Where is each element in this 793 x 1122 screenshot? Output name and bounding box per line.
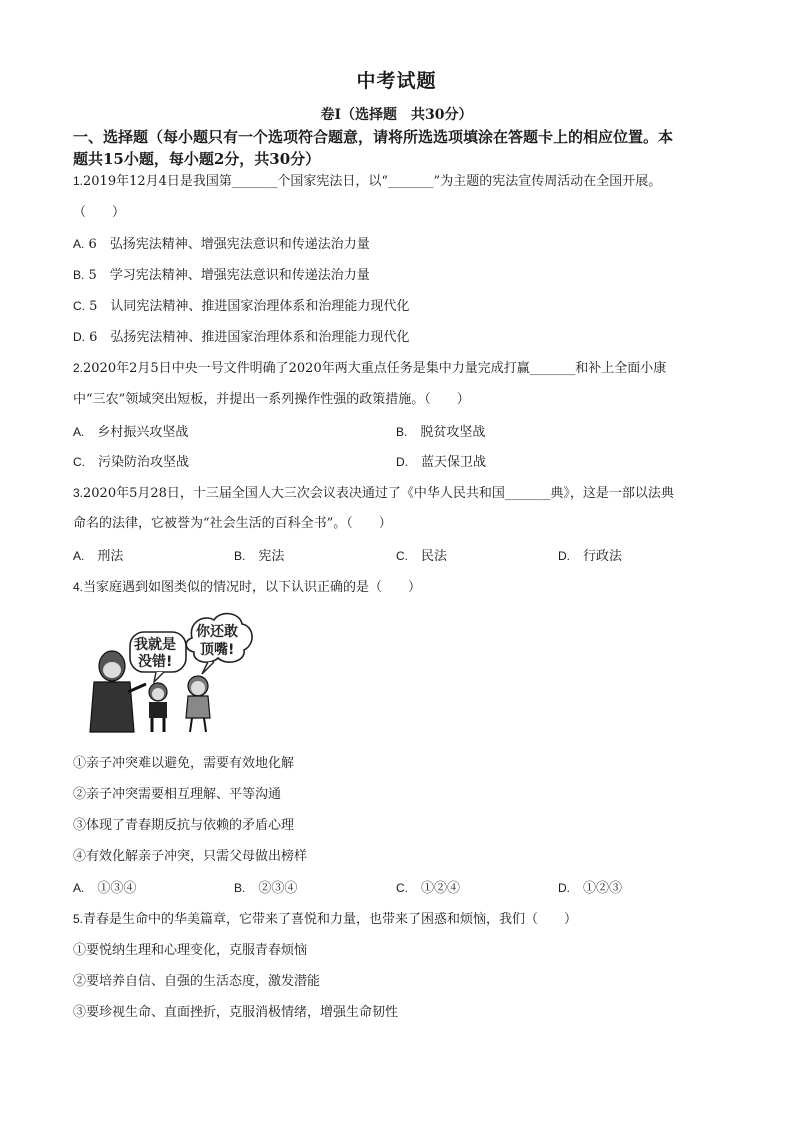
q3-option-d[interactable] <box>558 547 622 566</box>
option-letter: A. <box>73 549 85 563</box>
option-text: 6 弘扬宪法精神、增强宪法意识和传递法治力量 <box>88 237 370 252</box>
question-text: 2019年12月4日是我国第_______个国家宪法日，以“_______”为主题的宪法宣传周活动在全国开展。 <box>83 174 662 189</box>
option-letter: C. <box>396 881 408 895</box>
question-5-stem-line1 <box>73 910 577 929</box>
question-text: 当家庭遇到如图类似的情况时，以下认识正确的是（ ） <box>83 580 422 595</box>
q2-option-d[interactable] <box>396 453 486 472</box>
question-number: 4. <box>73 580 84 594</box>
section-subtitle: 卷Ⅰ（选择题 共30分） <box>320 107 473 123</box>
q4-option-d[interactable] <box>558 879 622 898</box>
question-number: 3. <box>73 486 84 500</box>
option-letter: D. <box>396 455 408 469</box>
question-text: 2020年2月5日中央一号文件明确了2020年两大重点任务是集中力量完成打赢_______和补上全面小康 <box>83 361 667 376</box>
option-text: 脱贫攻坚战 <box>420 425 486 440</box>
question-number: 2. <box>73 361 84 375</box>
option-text: 5 学习宪法精神、增强宪法意识和传递法治力量 <box>88 268 370 283</box>
option-text: 刑法 <box>97 549 124 564</box>
option-letter: C. <box>396 549 408 563</box>
option-text: ②③④ <box>258 881 298 896</box>
option-letter: D. <box>558 881 570 895</box>
page-title: 中考试题 <box>356 70 437 92</box>
option-text: ①②③ <box>583 881 623 896</box>
option-letter: D. <box>73 330 85 344</box>
section-heading-line2: 题共15小题，每小题2分，共30分） <box>73 150 321 168</box>
question-1-stem-line2: （ ） <box>73 205 126 220</box>
option-letter: B. <box>234 549 246 563</box>
question-3-stem-line2: 命名的法律，它被誉为“社会生活的百科全书”。（ ） <box>73 516 392 531</box>
question-2-stem-line1 <box>73 359 666 378</box>
option-text: 宪法 <box>258 549 285 564</box>
q5-statement-1: ①要悦纳生理和心理变化，克服青春烦恼 <box>73 943 308 958</box>
q1-option-b[interactable] <box>73 266 370 285</box>
q1-option-d[interactable] <box>73 328 409 347</box>
q4-statement-3: ③体现了青春期反抗与依赖的矛盾心理 <box>73 818 295 833</box>
question-2-stem-line2: 中“三农”领域突出短板，并提出一系列操作性强的政策措施。（ ） <box>73 392 470 407</box>
question-text: 2020年5月28日，十三届全国人大三次会议表决通过了《中华人民共和国_______典》，这是一部以法典 <box>83 486 674 501</box>
option-text: ①③④ <box>97 881 137 896</box>
q2-option-b[interactable] <box>396 423 485 442</box>
bubble-right-line2: 顶嘴! <box>200 642 235 658</box>
q2-option-a[interactable] <box>73 423 188 442</box>
q4-option-b[interactable] <box>234 879 297 898</box>
q4-statement-1: ①亲子冲突难以避免，需要有效地化解 <box>73 756 295 771</box>
section-heading <box>73 126 723 170</box>
q4-option-a[interactable] <box>73 879 136 898</box>
option-letter: A. <box>73 881 85 895</box>
option-text: 民法 <box>421 549 448 564</box>
q4-statement-2: ②亲子冲突需要相互理解、平等沟通 <box>73 787 282 802</box>
option-letter: B. <box>396 425 408 439</box>
question-text: 青春是生命中的华美篇章，它带来了喜悦和力量，也带来了困惑和烦恼，我们（ ） <box>83 912 578 927</box>
q3-option-a[interactable] <box>73 547 123 566</box>
bubble-left-line2: 没错! <box>138 654 173 670</box>
option-text: 5 认同宪法精神、推进国家治理体系和治理能力现代化 <box>89 299 410 314</box>
section-heading-line1: 一、选择题（每小题只有一个选项符合题意，请将所选选项填涂在答题卡上的相应位置。本 <box>73 128 674 146</box>
option-text: 污染防治攻坚战 <box>98 455 190 470</box>
q4-statement-4: ④有效化解亲子冲突，只需父母做出榜样 <box>73 849 308 864</box>
option-text: ①②④ <box>421 881 461 896</box>
q3-option-b[interactable] <box>234 547 284 566</box>
q2-option-c[interactable] <box>73 453 189 472</box>
bubble-right-line1: 你还敢 <box>196 624 238 640</box>
option-text: 6 弘扬宪法精神、推进国家治理体系和治理能力现代化 <box>89 330 410 345</box>
q3-option-c[interactable] <box>396 547 447 566</box>
bubble-left-line1: 我就是 <box>134 637 176 653</box>
option-letter: B. <box>234 881 246 895</box>
q1-option-a[interactable] <box>73 235 370 254</box>
option-letter: B. <box>73 268 85 282</box>
option-letter: C. <box>73 299 85 313</box>
option-letter: A. <box>73 425 85 439</box>
option-letter: D. <box>558 549 570 563</box>
option-text: 行政法 <box>583 549 623 564</box>
option-letter: A. <box>73 237 85 251</box>
option-text: 蓝天保卫战 <box>421 455 487 470</box>
question-number: 1. <box>73 174 84 188</box>
question-number: 5. <box>73 912 84 926</box>
option-letter: C. <box>73 455 85 469</box>
q4-option-c[interactable] <box>396 879 460 898</box>
question-1-stem-line1 <box>73 172 661 191</box>
question-4-stem-line1 <box>73 578 421 597</box>
q5-statement-3: ③要珍视生命、直面挫折，克服消极情绪，增强生命韧性 <box>73 1005 399 1020</box>
option-text: 乡村振兴攻坚战 <box>97 425 189 440</box>
q5-statement-2: ②要培养自信、自强的生活态度，激发潜能 <box>73 974 321 989</box>
question-3-stem-line1 <box>73 484 674 503</box>
q1-option-c[interactable] <box>73 297 409 316</box>
parent-child-conflict-cartoon <box>80 608 258 736</box>
